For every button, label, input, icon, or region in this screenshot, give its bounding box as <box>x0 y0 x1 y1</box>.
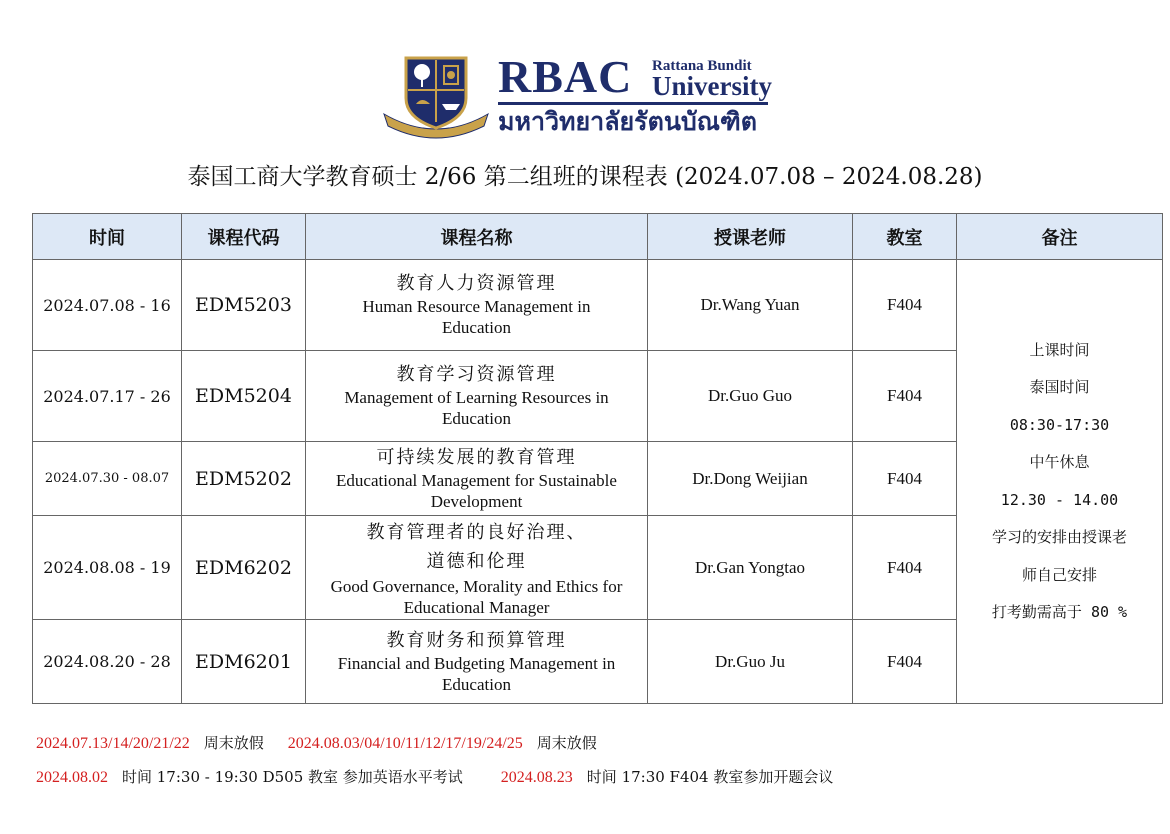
row-course-code: EDM5203 <box>182 260 306 351</box>
header-teacher: 授课老师 <box>648 214 853 260</box>
course-name-en: Good Governance, Morality and Ethics for Educational Manager <box>330 576 623 617</box>
course-name-en: Management of Learning Resources in Education <box>344 388 609 428</box>
row-teacher: Dr.Wang Yuan <box>648 260 853 351</box>
course-name-en: Educational Management for Sustainable Development <box>336 470 617 511</box>
row-course-code: EDM6202 <box>182 516 306 620</box>
note-line: 师自己安排 <box>1021 565 1097 584</box>
footer-date: 2024.08.02 <box>36 769 108 786</box>
brand-name-thai: มหาวิทยาลัยรัตนบัณฑิต <box>498 107 757 136</box>
row-date: 2024.07.08 - 16 <box>33 260 182 351</box>
course-name-cn: 教育人力资源管理 <box>396 273 557 294</box>
course-name-en: Financial and Budgeting Management in Education <box>337 653 616 694</box>
schedule-title: 泰国工商大学教育硕士 2/66 第二组班的课程表 (2024.07.08 – 2024.08.28) <box>187 164 983 190</box>
row-teacher: Dr.Guo Ju <box>648 620 853 704</box>
schedule-table <box>32 213 1163 704</box>
header-time: 时间 <box>33 214 182 260</box>
course-name-cn: 教育管理者的良好治理、 <box>366 521 587 543</box>
row-date: 2024.08.08 - 19 <box>33 516 182 620</box>
brand-name-large: University <box>652 71 772 101</box>
row-date: 2024.07.17 - 26 <box>33 351 182 442</box>
brand-divider <box>498 102 768 105</box>
row-classroom: F404 <box>853 260 957 351</box>
footer-date: 2024.08.23 <box>500 769 573 786</box>
note-line: 打考勤需高于 80 % <box>991 603 1128 621</box>
row-course-code: EDM5202 <box>182 442 306 516</box>
row-teacher: Dr.Dong Weijian <box>648 442 853 516</box>
row-teacher: Dr.Guo Guo <box>648 351 853 442</box>
row-course-code: EDM6201 <box>182 620 306 704</box>
footer-text: 时间 17:30 F404 教室参加开题会议 <box>586 768 834 786</box>
footer-text: 周末放假 <box>536 734 597 752</box>
course-name-cn: 教育学习资源管理 <box>396 364 557 385</box>
brand-name-small: Rattana Bundit <box>652 58 752 74</box>
table-header-row <box>33 214 1163 260</box>
footer-events <box>36 766 833 787</box>
row-course-name <box>306 442 648 516</box>
footer-text: 周末放假 <box>203 734 264 752</box>
footer-holidays <box>36 732 597 753</box>
notes-cell <box>957 260 1163 704</box>
header-notes: 备注 <box>957 214 1163 260</box>
row-classroom: F404 <box>853 620 957 704</box>
note-line: 中午休息 <box>1029 453 1090 471</box>
row-course-code: EDM5204 <box>182 351 306 442</box>
row-course-name <box>306 351 648 442</box>
note-line: 上课时间 <box>1029 340 1090 359</box>
university-crest-icon <box>380 52 492 140</box>
footer-date: 2024.08.03/04/10/11/12/17/19/24/25 <box>287 735 523 752</box>
table-row <box>33 260 1163 351</box>
row-classroom: F404 <box>853 516 957 620</box>
row-teacher: Dr.Gan Yongtao <box>648 516 853 620</box>
header-classroom: 教室 <box>853 214 957 260</box>
row-course-name <box>306 516 648 620</box>
course-name-cn: 教育财务和预算管理 <box>386 629 567 651</box>
note-line: 泰国时间 <box>1029 378 1090 396</box>
footer-text: 时间 17:30 - 19:30 D505 教室 参加英语水平考试 <box>122 768 463 786</box>
row-classroom: F404 <box>853 442 957 516</box>
row-date: 2024.08.20 - 28 <box>33 620 182 704</box>
brand-abbreviation: RBAC <box>498 51 633 102</box>
course-name-cn: 可持续发展的教育管理 <box>376 446 577 468</box>
course-name-en: Human Resource Management in Education <box>362 297 591 337</box>
row-course-name <box>306 620 648 704</box>
row-classroom: F404 <box>853 351 957 442</box>
university-logo <box>380 52 780 142</box>
course-name-cn-line2: 道德和伦理 <box>426 550 527 572</box>
note-line: 学习的安排由授课老 <box>991 528 1127 546</box>
header-course-code: 课程代码 <box>182 214 306 260</box>
footer-date: 2024.07.13/14/20/21/22 <box>36 735 190 752</box>
note-line: 12.30 - 14.00 <box>1000 490 1119 509</box>
row-date: 2024.07.30 - 08.07 <box>33 442 182 516</box>
note-line: 08:30-17:30 <box>1009 415 1110 434</box>
row-course-name <box>306 260 648 351</box>
header-course-name: 课程名称 <box>306 214 648 260</box>
